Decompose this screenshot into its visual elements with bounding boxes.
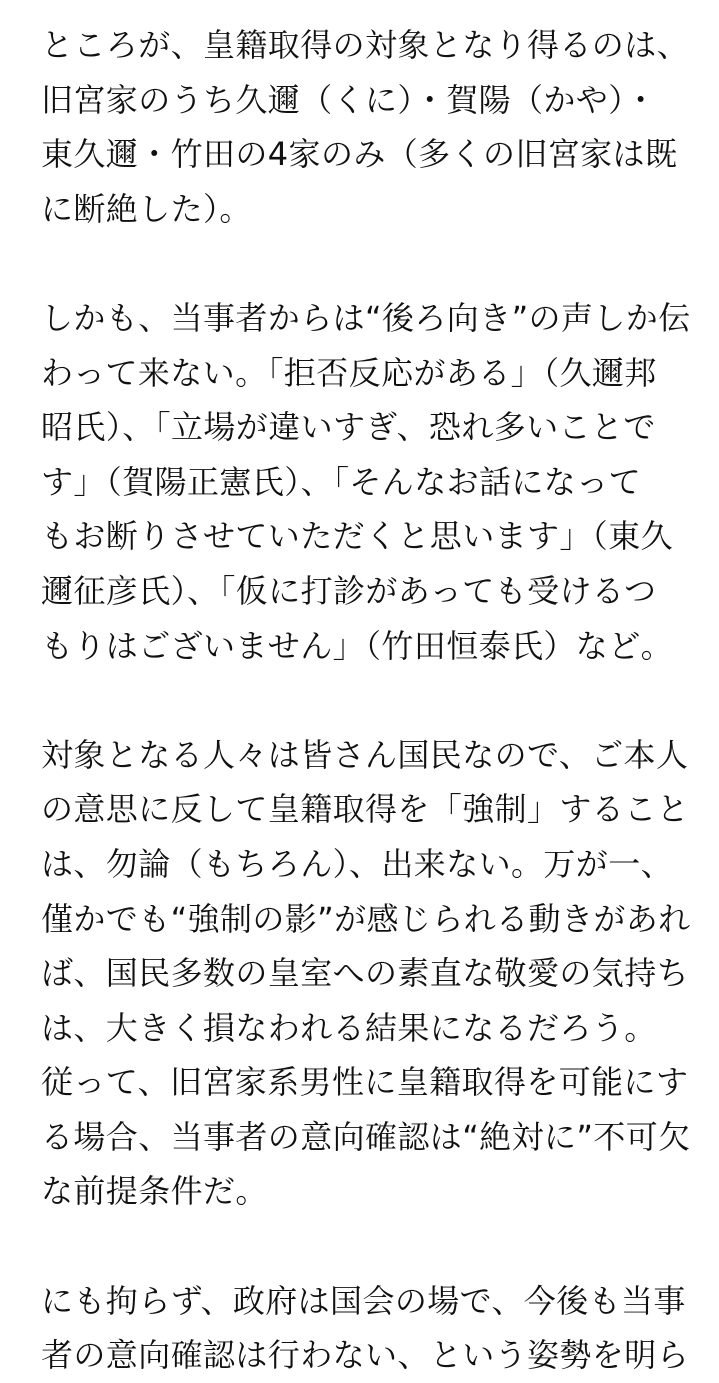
text-line: 対象となる人々は皆さん国民なので、ご本人 <box>41 735 689 774</box>
paragraph-3 <box>41 728 711 1219</box>
text-line: の意思に反して皇籍取得を「強制」すること <box>41 790 690 829</box>
text-line: ば、国民多数の皇室への素直な敬愛の気持ち <box>41 954 690 993</box>
paragraph-1 <box>41 18 711 236</box>
paragraph-spacer <box>41 236 711 291</box>
text-line: 邇征彦氏）、「仮に打診があっても受けるつ <box>41 571 657 610</box>
paragraph-spacer <box>41 673 711 728</box>
text-line: 旧宮家のうち久邇（くに）・賀陽（かや）・ <box>41 80 658 119</box>
text-line: に断絶した）。 <box>41 189 252 228</box>
text-line: 東久邇・竹田の4家のみ（多くの旧宮家は既 <box>41 135 678 174</box>
text-line: にも拘らず、政府は国会の場で、今後も当事 <box>41 1281 686 1320</box>
text-line: ところが、皇籍取得の対象となり得るのは、 <box>41 26 690 64</box>
text-line: 僅かでも“強制の影”が感じられる動きがあれ <box>41 899 691 938</box>
text-line: もりはございません」（竹田恒泰氏）など。 <box>41 626 674 665</box>
text-line: 昭氏）、「立場が違いすぎ、恐れ多いことで <box>41 408 656 447</box>
text-line: は、大きく損なわれる結果になるだろう。 <box>41 1008 657 1047</box>
text-line: 従って、旧宮家系男性に皇籍取得を可能にす <box>41 1063 689 1102</box>
text-line: わって来ない。「拒否反応がある」（久邇邦 <box>41 353 657 392</box>
paragraph-2 <box>41 291 711 673</box>
text-line: しかも、当事者からは“後ろ向き”の声しか伝 <box>41 298 691 337</box>
paragraph-spacer <box>41 1219 711 1274</box>
paragraph-4 <box>41 1274 711 1383</box>
text-line: な前提条件だ。 <box>41 1172 268 1211</box>
text-line: 者の意向確認は行わない、という姿勢を明ら <box>41 1336 690 1375</box>
text-line: は、勿論（もちろん）、出来ない。万が一、 <box>41 844 674 883</box>
text-line: もお断りさせていただくと思います」（東久 <box>41 517 674 556</box>
text-line: す」（賀陽正憲氏）、「そんなお話になって <box>41 462 642 501</box>
text-line: る場合、当事者の意向確認は“絶対に”不可欠 <box>41 1117 691 1156</box>
article-body <box>41 18 711 1383</box>
